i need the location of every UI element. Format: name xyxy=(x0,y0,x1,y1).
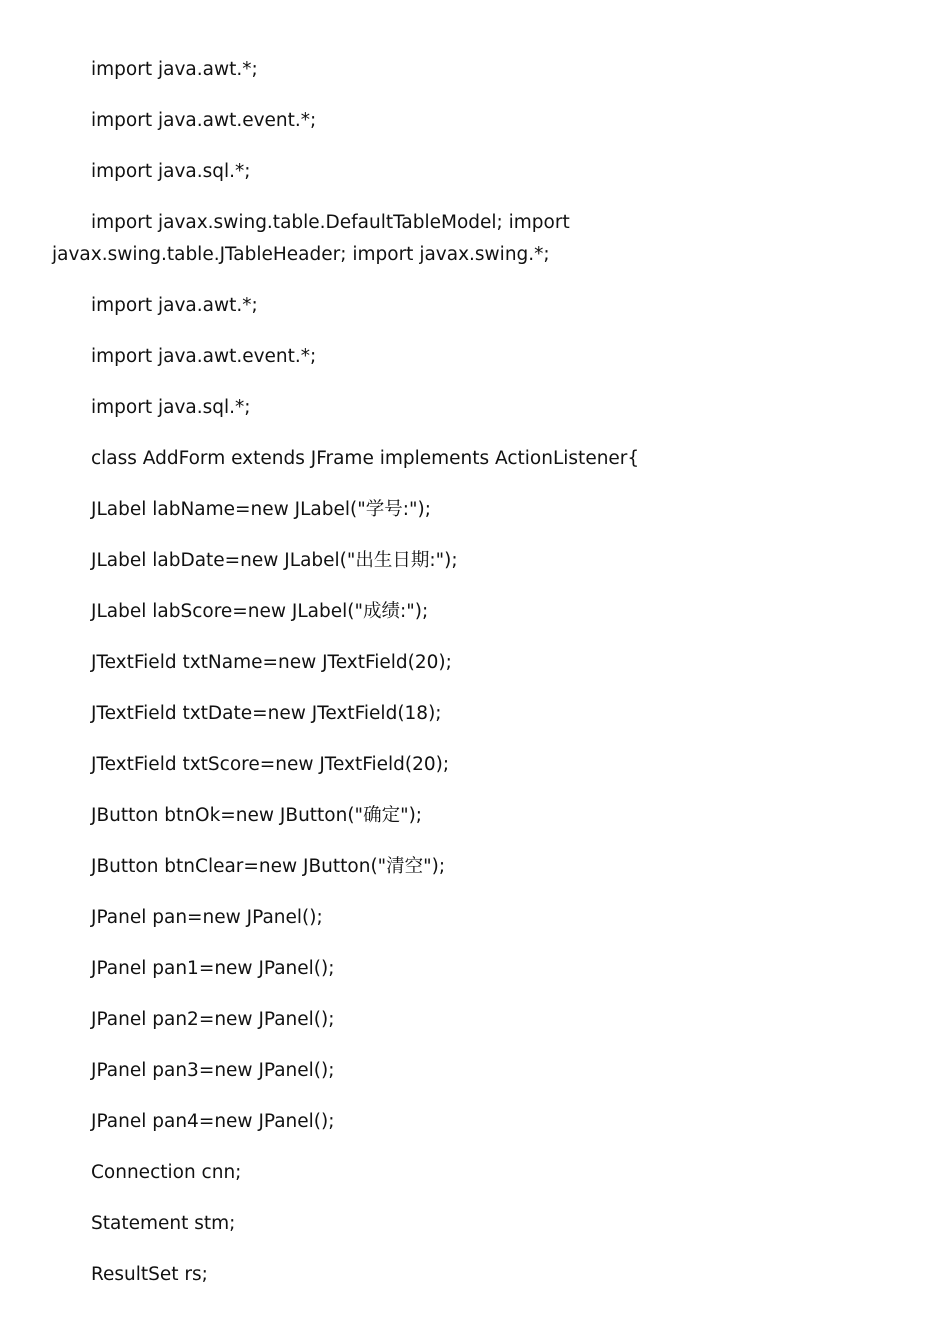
code-line-txt-name: JTextField txtName=new JTextField(20); xyxy=(91,652,452,673)
code-line-resultset: ResultSet rs; xyxy=(91,1264,208,1285)
code-line-txt-score: JTextField txtScore=new JTextField(20); xyxy=(91,754,450,775)
code-line-import-sql: import java.sql.*; xyxy=(91,161,251,182)
code-line-lab-score: JLabel labScore=new JLabel("成绩:"); xyxy=(91,601,429,622)
code-line-pan1: JPanel pan1=new JPanel(); xyxy=(91,958,335,979)
code-line-txt-date: JTextField txtDate=new JTextField(18); xyxy=(91,703,442,724)
code-line-import-sql-repeat: import java.sql.*; xyxy=(91,397,251,418)
code-line-import-awt-event: import java.awt.event.*; xyxy=(91,110,317,131)
code-line-pan3: JPanel pan3=new JPanel(); xyxy=(91,1060,335,1081)
code-line-btn-clear: JButton btnClear=new JButton("清空"); xyxy=(91,856,446,877)
code-line-lab-date: JLabel labDate=new JLabel("出生日期:"); xyxy=(91,550,458,571)
code-line-lab-name: JLabel labName=new JLabel("学号:"); xyxy=(91,499,431,520)
code-line-statement: Statement stm; xyxy=(91,1213,236,1234)
code-line-pan2: JPanel pan2=new JPanel(); xyxy=(91,1009,335,1030)
code-line-import-awt-repeat: import java.awt.*; xyxy=(91,295,258,316)
code-line-pan4: JPanel pan4=new JPanel(); xyxy=(91,1111,335,1132)
code-line-pan: JPanel pan=new JPanel(); xyxy=(91,907,323,928)
code-line-import-awt-event-repeat: import java.awt.event.*; xyxy=(91,346,317,367)
code-line-import-awt: import java.awt.*; xyxy=(91,59,258,80)
code-line-connection: Connection cnn; xyxy=(91,1162,242,1183)
code-line-btn-ok: JButton btnOk=new JButton("确定"); xyxy=(91,805,423,826)
code-line-import-swing-group: import javax.swing.table.DefaultTableModel; import javax.swing.table.JTableHeader; import javax.swing.*; xyxy=(52,212,570,265)
code-line-class-declaration: class AddForm extends JFrame implements ActionListener{ xyxy=(91,448,640,469)
